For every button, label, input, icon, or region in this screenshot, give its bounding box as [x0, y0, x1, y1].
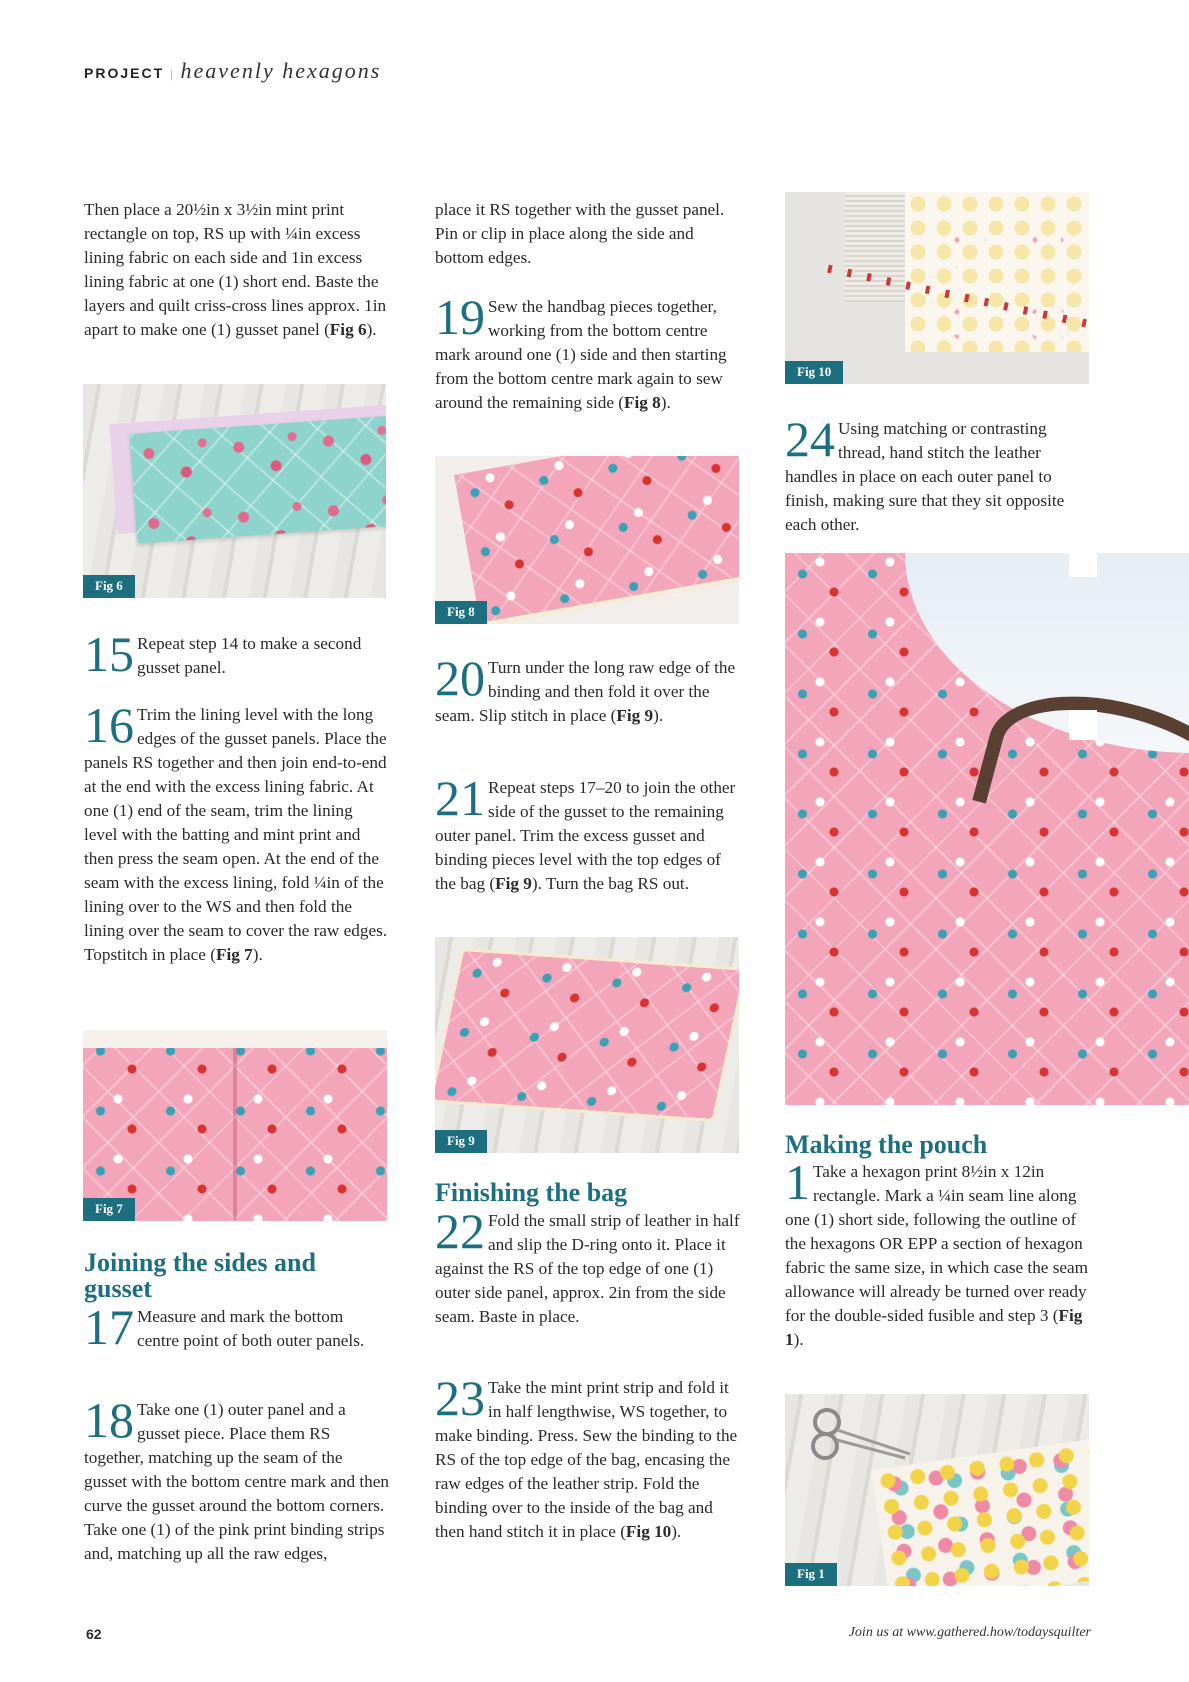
step-text: Fold the small strip of leather in half and slip the D-ring onto it. Place it against the RS of the top edge of one (1) outer side panel, approx. 2in from the side seam. Baste in place. — [435, 1211, 740, 1326]
continued-paragraph: place it RS together with the gusset panel. Pin or clip in place along the side and bottom edges. — [435, 200, 725, 267]
section-heading-finishing: Finishing the bag — [435, 1178, 628, 1207]
step-text: Using matching or contrasting thread, hand stitch the leather handles in place on each outer panel to finish, making sure that they sit opposite each other. — [785, 419, 1065, 534]
step-15 — [84, 626, 389, 682]
page-number: 62 — [86, 1626, 102, 1642]
step-number: 1 — [785, 1154, 810, 1210]
bag-gusset — [435, 948, 739, 1122]
scissors-icon — [795, 1402, 915, 1472]
fabric-edge — [83, 1030, 387, 1048]
step-text: Repeat steps 17–20 to join the other side of the gusset to the remaining outer panel. Trim the excess gusset and binding pieces level with the top edges of the bag (Fig 9). Turn the bag RS out. — [435, 778, 736, 893]
bag-body — [454, 456, 739, 624]
figure-6 — [83, 384, 386, 598]
hexagon-panel — [905, 192, 1089, 352]
figure-10 — [785, 192, 1089, 384]
section-heading-pouch: Making the pouch — [785, 1130, 988, 1159]
footer-url: Join us at www.gathered.how/todaysquilter — [848, 1625, 1091, 1640]
figure-9 — [435, 937, 739, 1153]
figure-label: Fig 1 — [785, 1563, 837, 1586]
header-title: heavenly hexagons — [180, 58, 382, 83]
header-separator: | — [170, 67, 175, 81]
step-23 — [435, 1370, 740, 1544]
step-text: Take one (1) outer panel and a gusset piece. Place them RS together, matching up the seam of the gusset with the bottom centre mark and then curve the gusset around the bottom corners. Take one (1) of the pink print binding strips and, matching up all the raw edges, — [84, 1400, 390, 1563]
step-19 — [435, 289, 740, 415]
section-label: PROJECT — [84, 65, 165, 81]
step-number: 23 — [435, 1370, 485, 1426]
figure-label: Fig 7 — [83, 1198, 135, 1221]
section-heading-joining: Joining the sides and gusset — [84, 1248, 316, 1303]
step-number: 22 — [435, 1203, 485, 1259]
figure-label: Fig 6 — [83, 575, 135, 598]
mint-gusset-panel — [130, 414, 386, 543]
step-text: Take a hexagon print 8½in x 12in rectangle. Mark a ¼in seam line along one (1) short side, following the outline of the hexagons OR EPP a section of hexagon fabric the same size, in which case the seam allowance will already be turned over ready for the double-sided fusible and step 3 (Fig 1). — [785, 1162, 1089, 1349]
step-1 — [785, 1154, 1090, 1352]
step-number: 18 — [84, 1392, 134, 1448]
step-text: Repeat step 14 to make a second gusset panel. — [137, 634, 362, 677]
step-number: 16 — [84, 697, 134, 753]
seam-line — [233, 1048, 237, 1221]
figure-label: Fig 9 — [435, 1130, 487, 1153]
step-22 — [435, 1203, 740, 1329]
white-marker — [1069, 710, 1097, 740]
figure-label: Fig 10 — [785, 361, 843, 384]
step-text: Turn under the long raw edge of the binding and then fold it over the seam. Slip stitch in place (Fig 9). — [435, 658, 736, 725]
intro-paragraph: Then place a 20½in x 3½in mint print rectangle on top, RS up with ¼in excess lining fabric on each side and 1in excess lining fabric at one (1) short end. Baste the layers and quilt criss-cross lines approx. 1in apart to make one (1) gusset panel (Fig 6). — [84, 200, 387, 339]
step-text: Sew the handbag pieces together, working from the bottom centre mark around one (1) side and then starting from the bottom centre mark again to sew around the remaining side (Fig 8). — [435, 297, 727, 412]
step-number: 21 — [435, 770, 485, 826]
step-17 — [84, 1299, 389, 1355]
step-24 — [785, 411, 1090, 537]
figure-1 — [785, 1394, 1089, 1586]
figure-8 — [435, 456, 739, 624]
step-number: 17 — [84, 1299, 134, 1355]
step-number: 15 — [84, 626, 134, 682]
step-text: Take the mint print strip and fold it in half lengthwise, WS together, to make binding. Press. Sew the binding to the RS of the top edge of the bag, encasing the raw edges of the leather strip. Fold the binding over to the inside of the bag and then hand stitch it in place (Fig 10). — [435, 1378, 738, 1541]
step-text: Measure and mark the bottom centre point of both outer panels. — [137, 1307, 365, 1350]
finished-bag-photo — [785, 553, 1189, 1105]
figure-7 — [83, 1030, 387, 1221]
running-header — [84, 58, 381, 84]
step-16 — [84, 697, 389, 967]
step-text: Trim the lining level with the long edges of the gusset panels. Place the panels RS together and then join end-to-end at the end with the excess lining fabric. At one (1) end of the seam, trim the lining level with the batting and mint print and then press the seam open. At the end of the seam with the excess lining, fold ¼in of the lining over to the WS and then fold the lining over the seam to cover the raw edges. Topstitch in place (Fig 7). — [84, 705, 388, 964]
step-number: 19 — [435, 289, 485, 345]
step-18 — [84, 1392, 390, 1566]
step-20 — [435, 650, 740, 728]
white-marker — [1069, 553, 1097, 577]
step-number: 20 — [435, 650, 485, 706]
step-21 — [435, 770, 740, 896]
figure-label: Fig 8 — [435, 601, 487, 624]
step-number: 24 — [785, 411, 835, 467]
